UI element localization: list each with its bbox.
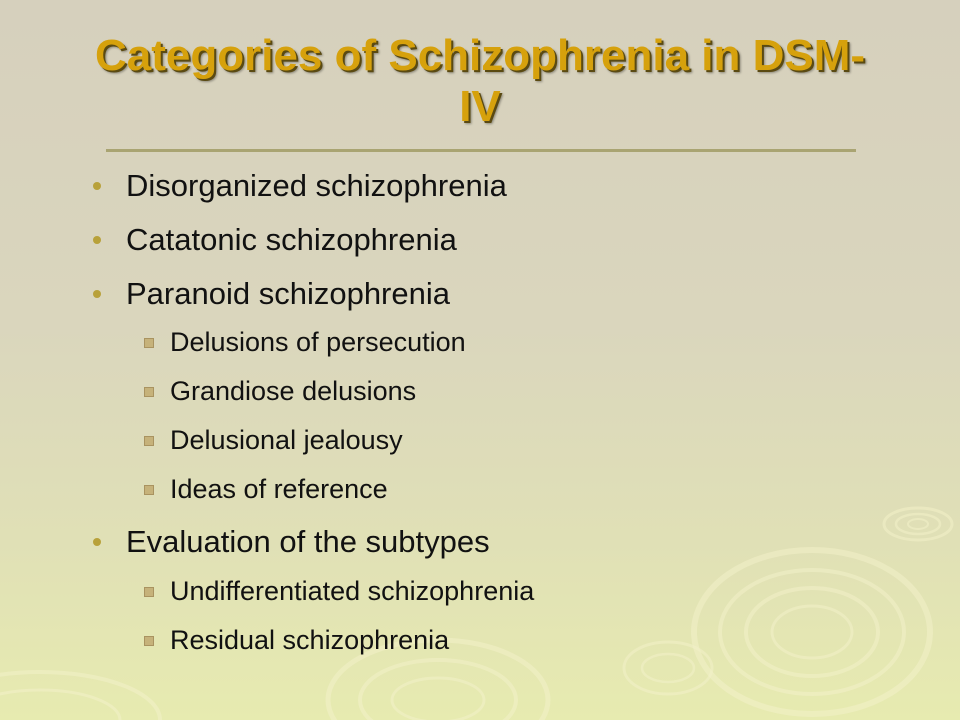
bullet-label: Paranoid schizophrenia — [126, 276, 450, 311]
bullet-label: Disorganized schizophrenia — [126, 168, 507, 203]
bullet-item — [126, 276, 450, 312]
bullet-dot-icon — [93, 236, 101, 244]
sub-bullet-item — [170, 575, 534, 607]
sub-bullet-label: Delusions of persecution — [170, 327, 466, 357]
slide-title: Categories of Schizophrenia in DSM-IV — [94, 31, 866, 131]
bullet-square-icon — [144, 338, 154, 348]
bullet-item — [126, 168, 507, 204]
sub-bullet-item — [170, 473, 388, 505]
bullet-label: Evaluation of the subtypes — [126, 524, 490, 559]
bullet-dot-icon — [93, 290, 101, 298]
bullet-item — [126, 524, 490, 560]
sub-bullet-label: Ideas of reference — [170, 474, 388, 504]
bullet-square-icon — [144, 387, 154, 397]
sub-bullet-label: Residual schizophrenia — [170, 625, 450, 655]
bullet-square-icon — [144, 485, 154, 495]
bullet-item — [126, 222, 457, 258]
bullet-dot-icon — [93, 182, 101, 190]
bullet-square-icon — [144, 587, 154, 597]
sub-bullet-item — [170, 326, 466, 358]
bullet-square-icon — [144, 636, 154, 646]
title-underline — [106, 149, 856, 152]
sub-bullet-item — [170, 424, 403, 456]
bullet-label: Catatonic schizophrenia — [126, 222, 457, 257]
sub-bullet-label: Undifferentiated schizophrenia — [170, 576, 535, 606]
sub-bullet-item — [170, 375, 416, 407]
sub-bullet-label: Delusional jealousy — [170, 425, 403, 455]
sub-bullet-label: Grandiose delusions — [170, 376, 417, 406]
sub-bullet-item — [170, 624, 449, 656]
bullet-dot-icon — [93, 538, 101, 546]
bullet-square-icon — [144, 436, 154, 446]
